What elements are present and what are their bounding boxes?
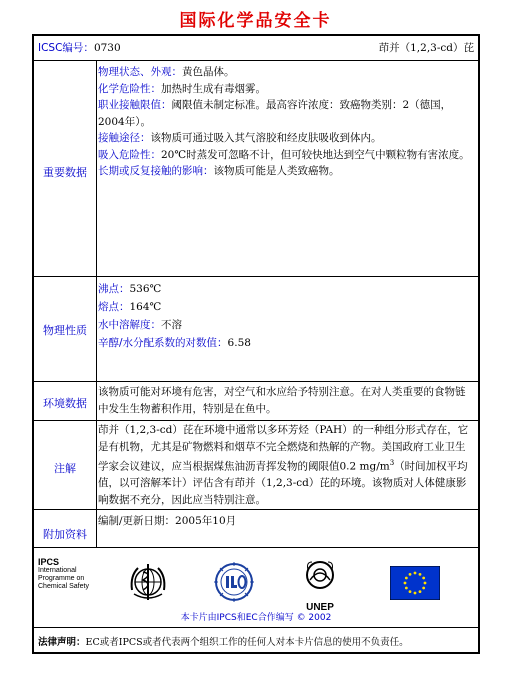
eu-star bbox=[409, 573, 412, 576]
unep-label: UNEP bbox=[306, 602, 334, 613]
important-item: 吸入危险性：20℃时蒸发可忽略不计，但可较快地达到空气中颗粒物有害浓度。 bbox=[98, 148, 470, 161]
ipcs-text-block: IPCS International Programme on Chemical Safety bbox=[38, 557, 89, 590]
ilo-logo-icon bbox=[212, 560, 256, 608]
eu-star bbox=[422, 577, 425, 580]
notes-text: 茚并（1,2,3-cd）芘在环境中通常以多环芳烃（PAH）的一种组分形式存在，它是有机物，尤其是矿物燃料和烟草不完全燃烧和热解的产物。美国政府工业卫生学家会议建议，应当根据煤焦油沥青挥发物的阈限值0.2 $mg/m^3$（时间加权平均值，以可溶解苯计）评估含有茚并（1,2,3-cd）芘的环境。该物质对人体健康影响数据不充分，因此应当特别注意。 bbox=[98, 424, 469, 506]
physical-item: 沸点：536℃ bbox=[98, 283, 162, 295]
eu-star bbox=[405, 587, 408, 590]
section-label-environment: 环境数据 bbox=[43, 397, 87, 410]
divider bbox=[34, 627, 478, 628]
disclaimer-text: EC或者IPCS或者代表两个组织工作的任何人对本卡片信息的使用不负责任。 bbox=[85, 637, 409, 648]
eu-star bbox=[419, 590, 422, 593]
divider bbox=[34, 509, 478, 510]
safety-card bbox=[32, 34, 480, 654]
divider bbox=[34, 60, 478, 61]
section-label-physical: 物理性质 bbox=[43, 324, 87, 337]
section-label-important: 重要数据 bbox=[43, 166, 87, 179]
physical-properties-section bbox=[98, 280, 474, 352]
environment-text: 该物质可能对环境有危害，对空气和水应给予特别注意。在对人类重要的食物链中发生生物蓄积作用，特别是在鱼中。 bbox=[98, 386, 466, 415]
divider bbox=[34, 381, 478, 382]
eu-star bbox=[404, 582, 407, 585]
ipcs-abbr: IPCS bbox=[38, 557, 60, 567]
important-item: 接触途径：该物质可通过吸入其气溶胶和经皮肤吸收到体内。 bbox=[98, 132, 382, 144]
icsc-label: ICSC编号： bbox=[38, 42, 94, 54]
divider bbox=[34, 420, 478, 421]
chemical-name: 茚并（1,2,3-cd）芘 bbox=[378, 42, 474, 54]
physical-item: 水中溶解度：不溶 bbox=[98, 319, 182, 331]
credit-note: 本卡片由IPCS和EC合作编写 © 2002 bbox=[180, 613, 332, 623]
card-title: 国际化学品安全卡 bbox=[179, 11, 332, 31]
important-item: 长期或反复接触的影响：该物质可能是人类致癌物。 bbox=[98, 165, 340, 177]
eu-star bbox=[409, 590, 412, 593]
icsc-number-field bbox=[38, 40, 121, 55]
eu-star bbox=[419, 573, 422, 576]
unep-logo-icon bbox=[296, 560, 344, 613]
update-date: 编制/更新日期：2005年10月 bbox=[98, 515, 237, 527]
physical-item: 辛醇/水分配系数的对数值：6.58 bbox=[98, 337, 251, 349]
divider bbox=[34, 276, 478, 277]
who-logo-icon bbox=[126, 560, 170, 608]
divider bbox=[34, 547, 478, 548]
legal-disclaimer bbox=[38, 634, 409, 648]
important-item: 化学危险性：加热时生成有毒烟雾。 bbox=[98, 82, 266, 95]
important-item: 职业接触限值：阈限值未制定标准。最高容许浓度：致癌物类别：2（德国，2004年）。 bbox=[98, 99, 452, 128]
column-divider bbox=[96, 61, 97, 548]
physical-item: 熔点：164℃ bbox=[98, 301, 162, 313]
eu-star bbox=[424, 582, 427, 585]
section-label-notes: 注解 bbox=[54, 462, 76, 475]
important-item: 物理状态、外观：黄色晶体。 bbox=[98, 66, 235, 78]
eu-star bbox=[414, 572, 417, 575]
important-data-section bbox=[98, 64, 474, 180]
eu-star bbox=[422, 587, 425, 590]
icsc-number: 0730 bbox=[93, 42, 121, 54]
eu-star bbox=[414, 592, 417, 595]
section-label-additional: 附加资料 bbox=[43, 528, 87, 541]
eu-star bbox=[405, 577, 408, 580]
eu-flag-icon bbox=[390, 566, 440, 604]
disclaimer-label: 法律声明： bbox=[38, 637, 86, 648]
